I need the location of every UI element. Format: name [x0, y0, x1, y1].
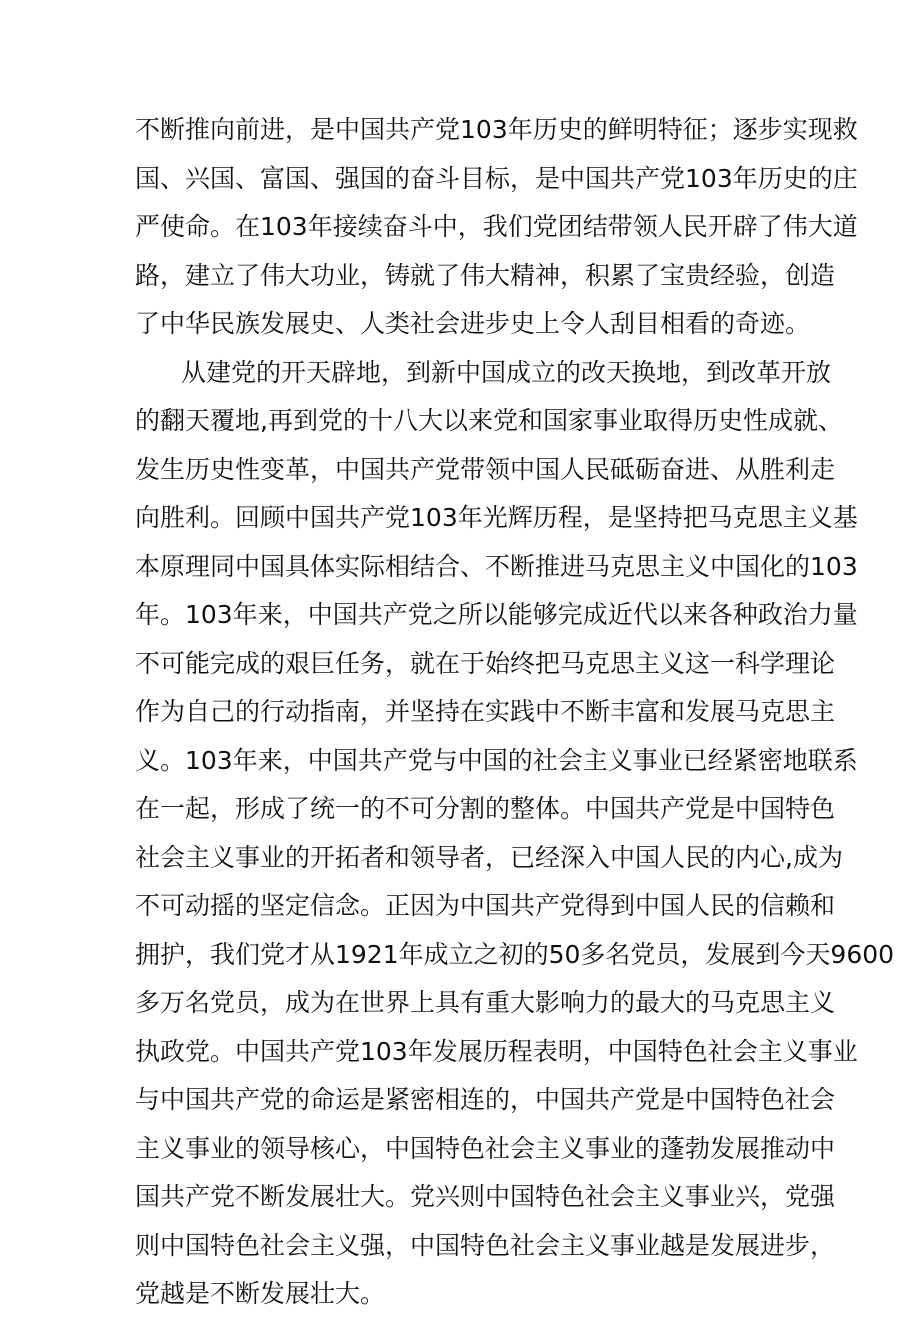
text-line: 发生历史性变革，中国共产党带领中国人民砥砺奋进、从胜利走: [135, 454, 836, 484]
text-line: 多万名党员，成为在世界上具有重大影响力的最大的马克思主义: [135, 988, 836, 1017]
text-line: 作为自己的行动指南，并坚持在实践中不断丰富和发展马克思主: [135, 697, 836, 726]
paragraph-2: [135, 349, 895, 1319]
text-line: 路，建立了伟大功业，铸就了伟大精神，积累了宝贵经验，创造: [135, 260, 836, 290]
text-line: 年。103年来，中国共产党之所以能够完成近代以来各种政治力量: [135, 600, 858, 629]
text-line: 不可动摇的坚定信念。正因为中国共产党得到中国人民的信赖和: [135, 891, 836, 920]
text-line: 严使命。在103年接续奋斗中，我们党团结带领人民开辟了伟大道: [135, 212, 858, 241]
text-line: 了中华民族发展史、人类社会进步史上令人刮目相看的奇迹。: [135, 309, 811, 338]
text-line: 不断推向前进，是中国共产党103年历史的鲜明特征；逐步实现救: [135, 115, 858, 144]
text-line: 不可能完成的艰巨任务，就在于始终把马克思主义这一科学理论: [135, 648, 836, 678]
text-line: 本原理同中国具体实际相结合、不断推进马克思主义中国化的103: [135, 551, 858, 581]
text-line: 在一起，形成了统一的不可分割的整体。中国共产党是中国特色: [135, 794, 836, 823]
text-line: 向胜利。回顾中国共产党103年光辉历程，是坚持把马克思主义基: [135, 503, 858, 532]
text-line: 则中国特色社会主义强，中国特色社会主义事业越是发展进步，: [135, 1230, 836, 1260]
text-line: 国共产党不断发展壮大。党兴则中国特色社会主义事业兴，党强: [135, 1182, 836, 1211]
text-line: 与中国共产党的命运是紧密相连的，中国共产党是中国特色社会: [135, 1085, 836, 1114]
text-line: 主义事业的领导核心，中国特色社会主义事业的蓬勃发展推动中: [135, 1133, 836, 1163]
text-line: 拥护，我们党才从1921年成立之初的50多名党员，发展到今天9600: [135, 939, 895, 969]
text-line: 从建党的开天辟地，到新中国成立的改天换地，到改革开放: [181, 357, 832, 387]
body-text: [135, 106, 895, 1319]
text-line: 执政党。中国共产党103年发展历程表明，中国特色社会主义事业: [135, 1036, 858, 1066]
text-line: 党越是不断发展壮大。: [135, 1279, 386, 1308]
paragraph-1: [135, 106, 858, 349]
text-line: 义。103年来，中国共产党与中国的社会主义事业已经紧密地联系: [135, 745, 858, 775]
text-line: 的翻天覆地,再到党的十八大以来党和国家事业取得历史性成就、: [135, 406, 843, 435]
text-line: 国、兴国、富国、强国的奋斗目标，是中国共产党103年历史的庄: [135, 163, 858, 193]
text-line: 社会主义事业的开拓者和领导者，已经深入中国人民的内心,成为: [135, 842, 843, 872]
